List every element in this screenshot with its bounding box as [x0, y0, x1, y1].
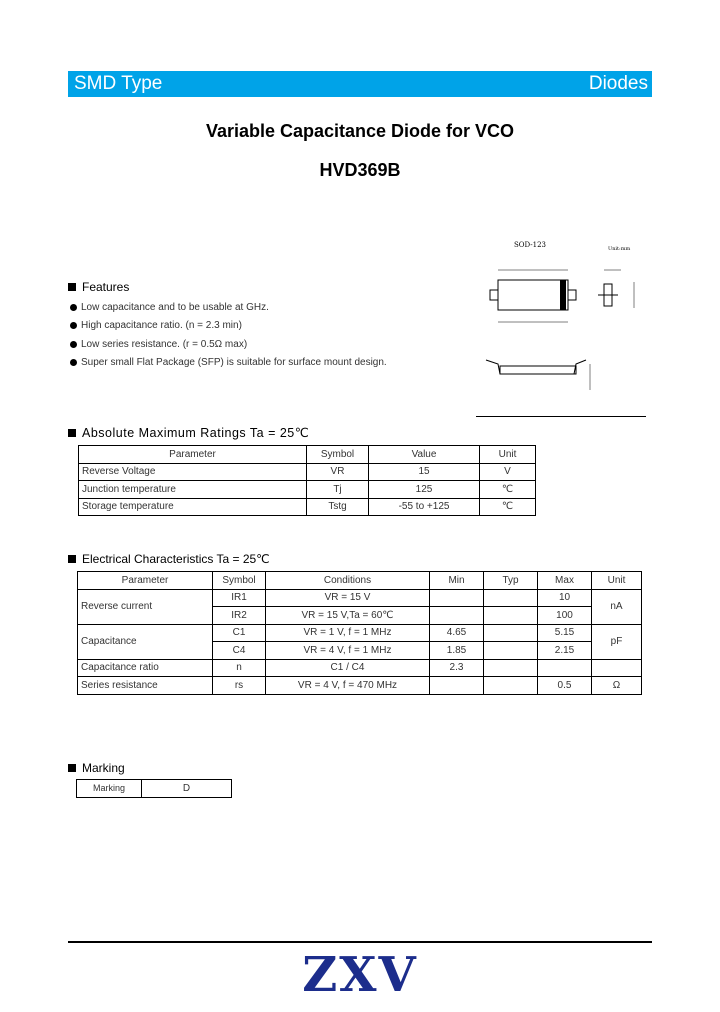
- footer-divider: [68, 941, 652, 943]
- lead-left: [490, 290, 498, 300]
- table-row: [77, 780, 232, 798]
- table-row: Reverse Voltage VR 15 V: [79, 463, 536, 481]
- elec-table: [77, 571, 642, 695]
- table-row: C4 VR = 4 V, f = 1 MHz 1.85 2.15: [78, 642, 642, 660]
- company-logo: ZXV: [302, 947, 418, 1003]
- body-outline: [498, 280, 568, 310]
- round-bullet-icon: [70, 322, 77, 329]
- table-row: Series resistance rs VR = 4 V, f = 470 MHz 0.5 Ω: [78, 677, 642, 695]
- marking-label: Marking: [77, 780, 142, 798]
- table-row: IR2 VR = 15 V,Ta = 60℃ 100: [78, 607, 642, 625]
- feature-item: Super small Flat Package (SFP) is suitable for surface mount design.: [70, 354, 387, 373]
- header-right: Diodes: [588, 73, 648, 94]
- col-unit: Unit: [480, 446, 536, 464]
- square-bullet-icon: [68, 555, 76, 563]
- part-number: HVD369B: [319, 160, 401, 180]
- package-drawing: [476, 238, 646, 408]
- cathode-band: [560, 280, 566, 310]
- feature-item: High capacitance ratio. (n = 2.3 min): [70, 317, 387, 336]
- table-row: Storage temperature Tstg -55 to +125 ℃: [79, 498, 536, 516]
- abs-max-table: [78, 445, 536, 516]
- round-bullet-icon: [70, 359, 77, 366]
- header-banner: [68, 71, 652, 97]
- package-divider: [476, 416, 646, 417]
- abs-max-heading: Absolute Maximum Ratings Ta = 25℃: [68, 425, 309, 440]
- col-value: Value: [369, 446, 480, 464]
- document-title: Variable Capacitance Diode for VCO: [205, 121, 515, 141]
- header-left: SMD Type: [74, 73, 163, 94]
- table-row: Reverse current IR1 VR = 15 V 10 nA: [78, 589, 642, 607]
- table-header-row: [79, 446, 536, 464]
- features-list: [70, 298, 387, 372]
- elec-heading: Electrical Characteristics Ta = 25℃: [68, 552, 270, 566]
- lead-right: [568, 290, 576, 300]
- feature-item: Low capacitance and to be usable at GHz.: [70, 298, 387, 317]
- feature-item: Low series resistance. (r = 0.5Ω max): [70, 335, 387, 354]
- package-unit: Unit:mm: [608, 246, 631, 252]
- table-row: Junction temperature Tj 125 ℃: [79, 481, 536, 499]
- table-header-row: Parameter Symbol Conditions Min Typ Max Unit: [78, 572, 642, 590]
- marking-value: D: [142, 780, 232, 798]
- table-row: Capacitance C1 VR = 1 V, f = 1 MHz 4.65 5.15 pF: [78, 624, 642, 642]
- col-parameter: Parameter: [79, 446, 307, 464]
- square-bullet-icon: [68, 764, 76, 772]
- features-heading: Features: [68, 280, 129, 294]
- col-symbol: Symbol: [307, 446, 369, 464]
- marking-table: [76, 779, 232, 798]
- round-bullet-icon: [70, 304, 77, 311]
- table-row: Capacitance ratio n C1 / C4 2.3: [78, 659, 642, 677]
- round-bullet-icon: [70, 341, 77, 348]
- marking-heading: Marking: [68, 761, 125, 775]
- package-name: SOD-123: [514, 241, 547, 249]
- square-bullet-icon: [68, 283, 76, 291]
- square-bullet-icon: [68, 429, 76, 437]
